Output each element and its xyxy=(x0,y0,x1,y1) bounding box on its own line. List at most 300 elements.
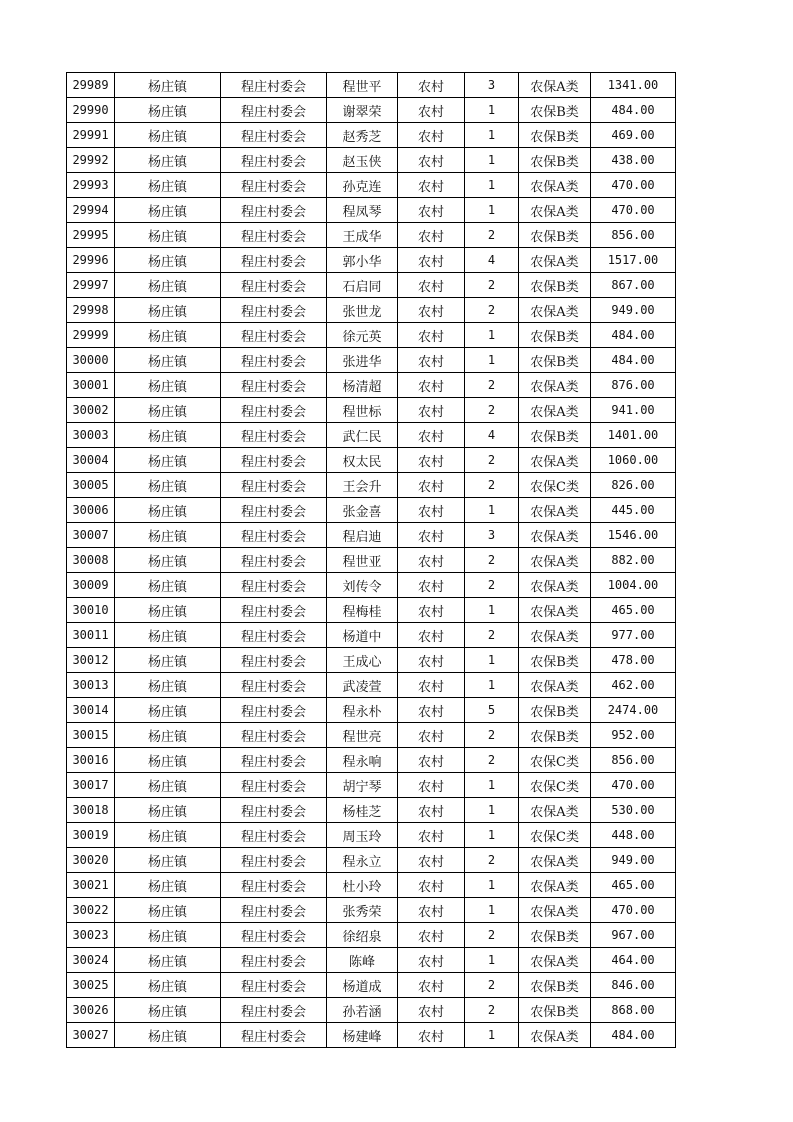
serial-no-cell: 29989 xyxy=(67,73,115,98)
town-cell: 杨庄镇 xyxy=(115,623,221,648)
serial-no-cell: 30004 xyxy=(67,448,115,473)
household-type-cell: 农村 xyxy=(398,698,465,723)
table-row xyxy=(67,648,676,673)
town-cell: 杨庄镇 xyxy=(115,298,221,323)
member-count-cell: 2 xyxy=(465,398,519,423)
member-count-cell: 1 xyxy=(465,348,519,373)
town-cell: 杨庄镇 xyxy=(115,798,221,823)
insurance-category-cell: 农保B类 xyxy=(519,98,591,123)
household-type-cell: 农村 xyxy=(398,423,465,448)
amount-cell: 438.00 xyxy=(591,148,676,173)
serial-no-cell: 30026 xyxy=(67,998,115,1023)
amount-cell: 469.00 xyxy=(591,123,676,148)
name-cell: 武仁民 xyxy=(327,423,398,448)
table-row xyxy=(67,998,676,1023)
amount-cell: 470.00 xyxy=(591,773,676,798)
table-row xyxy=(67,923,676,948)
town-cell: 杨庄镇 xyxy=(115,523,221,548)
town-cell: 杨庄镇 xyxy=(115,573,221,598)
table-row xyxy=(67,398,676,423)
household-type-cell: 农村 xyxy=(398,648,465,673)
town-cell: 杨庄镇 xyxy=(115,398,221,423)
member-count-cell: 1 xyxy=(465,798,519,823)
village-committee-cell: 程庄村委会 xyxy=(221,298,327,323)
amount-cell: 470.00 xyxy=(591,198,676,223)
household-type-cell: 农村 xyxy=(398,773,465,798)
village-committee-cell: 程庄村委会 xyxy=(221,73,327,98)
insurance-category-cell: 农保B类 xyxy=(519,273,591,298)
member-count-cell: 1 xyxy=(465,948,519,973)
village-committee-cell: 程庄村委会 xyxy=(221,423,327,448)
serial-no-cell: 30010 xyxy=(67,598,115,623)
member-count-cell: 2 xyxy=(465,623,519,648)
serial-no-cell: 30017 xyxy=(67,773,115,798)
amount-cell: 464.00 xyxy=(591,948,676,973)
village-committee-cell: 程庄村委会 xyxy=(221,148,327,173)
name-cell: 周玉玲 xyxy=(327,823,398,848)
town-cell: 杨庄镇 xyxy=(115,873,221,898)
village-committee-cell: 程庄村委会 xyxy=(221,998,327,1023)
household-type-cell: 农村 xyxy=(398,548,465,573)
insurance-category-cell: 农保A类 xyxy=(519,248,591,273)
serial-no-cell: 29998 xyxy=(67,298,115,323)
amount-cell: 484.00 xyxy=(591,98,676,123)
town-cell: 杨庄镇 xyxy=(115,748,221,773)
amount-cell: 876.00 xyxy=(591,373,676,398)
town-cell: 杨庄镇 xyxy=(115,323,221,348)
serial-no-cell: 30016 xyxy=(67,748,115,773)
village-committee-cell: 程庄村委会 xyxy=(221,323,327,348)
town-cell: 杨庄镇 xyxy=(115,348,221,373)
member-count-cell: 2 xyxy=(465,973,519,998)
table-row xyxy=(67,348,676,373)
household-type-cell: 农村 xyxy=(398,198,465,223)
member-count-cell: 2 xyxy=(465,298,519,323)
town-cell: 杨庄镇 xyxy=(115,148,221,173)
town-cell: 杨庄镇 xyxy=(115,673,221,698)
household-type-cell: 农村 xyxy=(398,673,465,698)
amount-cell: 941.00 xyxy=(591,398,676,423)
name-cell: 徐元英 xyxy=(327,323,398,348)
table-row xyxy=(67,123,676,148)
member-count-cell: 5 xyxy=(465,698,519,723)
name-cell: 王成心 xyxy=(327,648,398,673)
village-committee-cell: 程庄村委会 xyxy=(221,523,327,548)
amount-cell: 1004.00 xyxy=(591,573,676,598)
amount-cell: 868.00 xyxy=(591,998,676,1023)
village-committee-cell: 程庄村委会 xyxy=(221,373,327,398)
household-type-cell: 农村 xyxy=(398,323,465,348)
member-count-cell: 2 xyxy=(465,273,519,298)
town-cell: 杨庄镇 xyxy=(115,848,221,873)
table-row xyxy=(67,623,676,648)
insurance-category-cell: 农保B类 xyxy=(519,923,591,948)
table-body xyxy=(67,73,676,1048)
insurance-category-cell: 农保C类 xyxy=(519,473,591,498)
member-count-cell: 2 xyxy=(465,373,519,398)
household-type-cell: 农村 xyxy=(398,123,465,148)
serial-no-cell: 29991 xyxy=(67,123,115,148)
amount-cell: 530.00 xyxy=(591,798,676,823)
town-cell: 杨庄镇 xyxy=(115,773,221,798)
insurance-category-cell: 农保A类 xyxy=(519,173,591,198)
village-committee-cell: 程庄村委会 xyxy=(221,498,327,523)
member-count-cell: 1 xyxy=(465,598,519,623)
village-committee-cell: 程庄村委会 xyxy=(221,723,327,748)
name-cell: 程世亮 xyxy=(327,723,398,748)
serial-no-cell: 30027 xyxy=(67,1023,115,1048)
name-cell: 杨桂芝 xyxy=(327,798,398,823)
town-cell: 杨庄镇 xyxy=(115,548,221,573)
name-cell: 程世亚 xyxy=(327,548,398,573)
household-type-cell: 农村 xyxy=(398,448,465,473)
town-cell: 杨庄镇 xyxy=(115,973,221,998)
town-cell: 杨庄镇 xyxy=(115,648,221,673)
household-type-cell: 农村 xyxy=(398,473,465,498)
member-count-cell: 1 xyxy=(465,498,519,523)
insurance-category-cell: 农保A类 xyxy=(519,298,591,323)
household-type-cell: 农村 xyxy=(398,348,465,373)
name-cell: 赵玉侠 xyxy=(327,148,398,173)
serial-no-cell: 30003 xyxy=(67,423,115,448)
amount-cell: 1517.00 xyxy=(591,248,676,273)
household-type-cell: 农村 xyxy=(398,798,465,823)
serial-no-cell: 30005 xyxy=(67,473,115,498)
town-cell: 杨庄镇 xyxy=(115,223,221,248)
member-count-cell: 2 xyxy=(465,923,519,948)
insurance-category-cell: 农保B类 xyxy=(519,723,591,748)
amount-cell: 465.00 xyxy=(591,873,676,898)
member-count-cell: 1 xyxy=(465,1023,519,1048)
member-count-cell: 2 xyxy=(465,223,519,248)
table-row xyxy=(67,448,676,473)
table-row xyxy=(67,573,676,598)
village-committee-cell: 程庄村委会 xyxy=(221,773,327,798)
insurance-category-cell: 农保A类 xyxy=(519,598,591,623)
household-type-cell: 农村 xyxy=(398,848,465,873)
data-table xyxy=(66,72,676,1048)
name-cell: 郭小华 xyxy=(327,248,398,273)
village-committee-cell: 程庄村委会 xyxy=(221,623,327,648)
table-row xyxy=(67,548,676,573)
amount-cell: 856.00 xyxy=(591,223,676,248)
amount-cell: 1401.00 xyxy=(591,423,676,448)
insurance-category-cell: 农保B类 xyxy=(519,973,591,998)
table-row xyxy=(67,973,676,998)
village-committee-cell: 程庄村委会 xyxy=(221,223,327,248)
village-committee-cell: 程庄村委会 xyxy=(221,1023,327,1048)
household-type-cell: 农村 xyxy=(398,998,465,1023)
household-type-cell: 农村 xyxy=(398,973,465,998)
town-cell: 杨庄镇 xyxy=(115,723,221,748)
village-committee-cell: 程庄村委会 xyxy=(221,798,327,823)
amount-cell: 952.00 xyxy=(591,723,676,748)
amount-cell: 470.00 xyxy=(591,898,676,923)
village-committee-cell: 程庄村委会 xyxy=(221,98,327,123)
insurance-category-cell: 农保A类 xyxy=(519,448,591,473)
serial-no-cell: 29992 xyxy=(67,148,115,173)
name-cell: 孙克连 xyxy=(327,173,398,198)
member-count-cell: 2 xyxy=(465,848,519,873)
household-type-cell: 农村 xyxy=(398,73,465,98)
table-row xyxy=(67,1023,676,1048)
insurance-category-cell: 农保B类 xyxy=(519,423,591,448)
member-count-cell: 3 xyxy=(465,73,519,98)
insurance-category-cell: 农保A类 xyxy=(519,198,591,223)
member-count-cell: 2 xyxy=(465,723,519,748)
member-count-cell: 1 xyxy=(465,198,519,223)
name-cell: 杨清超 xyxy=(327,373,398,398)
insurance-category-cell: 农保A类 xyxy=(519,673,591,698)
serial-no-cell: 30002 xyxy=(67,398,115,423)
serial-no-cell: 30024 xyxy=(67,948,115,973)
name-cell: 陈峰 xyxy=(327,948,398,973)
member-count-cell: 3 xyxy=(465,523,519,548)
amount-cell: 867.00 xyxy=(591,273,676,298)
member-count-cell: 1 xyxy=(465,323,519,348)
village-committee-cell: 程庄村委会 xyxy=(221,548,327,573)
insurance-category-cell: 农保B类 xyxy=(519,148,591,173)
village-committee-cell: 程庄村委会 xyxy=(221,448,327,473)
insurance-category-cell: 农保A类 xyxy=(519,798,591,823)
table-row xyxy=(67,848,676,873)
name-cell: 杨道中 xyxy=(327,623,398,648)
name-cell: 程世平 xyxy=(327,73,398,98)
amount-cell: 465.00 xyxy=(591,598,676,623)
village-committee-cell: 程庄村委会 xyxy=(221,123,327,148)
name-cell: 程凤琴 xyxy=(327,198,398,223)
insurance-category-cell: 农保A类 xyxy=(519,948,591,973)
name-cell: 胡宁琴 xyxy=(327,773,398,798)
household-type-cell: 农村 xyxy=(398,898,465,923)
name-cell: 程启迪 xyxy=(327,523,398,548)
amount-cell: 445.00 xyxy=(591,498,676,523)
serial-no-cell: 29996 xyxy=(67,248,115,273)
name-cell: 权太民 xyxy=(327,448,398,473)
serial-no-cell: 30022 xyxy=(67,898,115,923)
insurance-category-cell: 农保C类 xyxy=(519,773,591,798)
member-count-cell: 4 xyxy=(465,423,519,448)
town-cell: 杨庄镇 xyxy=(115,598,221,623)
name-cell: 程梅桂 xyxy=(327,598,398,623)
village-committee-cell: 程庄村委会 xyxy=(221,598,327,623)
village-committee-cell: 程庄村委会 xyxy=(221,823,327,848)
table-row xyxy=(67,323,676,348)
name-cell: 张世龙 xyxy=(327,298,398,323)
insurance-category-cell: 农保A类 xyxy=(519,398,591,423)
village-committee-cell: 程庄村委会 xyxy=(221,648,327,673)
household-type-cell: 农村 xyxy=(398,398,465,423)
serial-no-cell: 29990 xyxy=(67,98,115,123)
household-type-cell: 农村 xyxy=(398,273,465,298)
name-cell: 谢翠荣 xyxy=(327,98,398,123)
amount-cell: 846.00 xyxy=(591,973,676,998)
insurance-category-cell: 农保A类 xyxy=(519,73,591,98)
table-row xyxy=(67,473,676,498)
serial-no-cell: 30025 xyxy=(67,973,115,998)
household-type-cell: 农村 xyxy=(398,148,465,173)
amount-cell: 1546.00 xyxy=(591,523,676,548)
serial-no-cell: 29994 xyxy=(67,198,115,223)
serial-no-cell: 30000 xyxy=(67,348,115,373)
table-row xyxy=(67,523,676,548)
town-cell: 杨庄镇 xyxy=(115,923,221,948)
household-type-cell: 农村 xyxy=(398,373,465,398)
insurance-category-cell: 农保A类 xyxy=(519,523,591,548)
insurance-category-cell: 农保B类 xyxy=(519,123,591,148)
serial-no-cell: 30018 xyxy=(67,798,115,823)
town-cell: 杨庄镇 xyxy=(115,448,221,473)
table-row xyxy=(67,673,676,698)
amount-cell: 484.00 xyxy=(591,323,676,348)
household-type-cell: 农村 xyxy=(398,523,465,548)
table-row xyxy=(67,748,676,773)
village-committee-cell: 程庄村委会 xyxy=(221,398,327,423)
village-committee-cell: 程庄村委会 xyxy=(221,473,327,498)
town-cell: 杨庄镇 xyxy=(115,173,221,198)
household-type-cell: 农村 xyxy=(398,98,465,123)
household-type-cell: 农村 xyxy=(398,248,465,273)
serial-no-cell: 30006 xyxy=(67,498,115,523)
name-cell: 徐绍泉 xyxy=(327,923,398,948)
village-committee-cell: 程庄村委会 xyxy=(221,873,327,898)
amount-cell: 856.00 xyxy=(591,748,676,773)
insurance-category-cell: 农保B类 xyxy=(519,998,591,1023)
name-cell: 王成华 xyxy=(327,223,398,248)
town-cell: 杨庄镇 xyxy=(115,248,221,273)
table-row xyxy=(67,798,676,823)
household-type-cell: 农村 xyxy=(398,623,465,648)
town-cell: 杨庄镇 xyxy=(115,1023,221,1048)
table-row xyxy=(67,198,676,223)
insurance-category-cell: 农保A类 xyxy=(519,898,591,923)
table-row xyxy=(67,598,676,623)
village-committee-cell: 程庄村委会 xyxy=(221,973,327,998)
village-committee-cell: 程庄村委会 xyxy=(221,948,327,973)
town-cell: 杨庄镇 xyxy=(115,273,221,298)
household-type-cell: 农村 xyxy=(398,923,465,948)
village-committee-cell: 程庄村委会 xyxy=(221,173,327,198)
amount-cell: 949.00 xyxy=(591,298,676,323)
member-count-cell: 2 xyxy=(465,998,519,1023)
insurance-category-cell: 农保B类 xyxy=(519,348,591,373)
household-type-cell: 农村 xyxy=(398,598,465,623)
member-count-cell: 1 xyxy=(465,823,519,848)
name-cell: 杨道成 xyxy=(327,973,398,998)
village-committee-cell: 程庄村委会 xyxy=(221,698,327,723)
serial-no-cell: 30015 xyxy=(67,723,115,748)
insurance-category-cell: 农保A类 xyxy=(519,623,591,648)
household-type-cell: 农村 xyxy=(398,823,465,848)
insurance-category-cell: 农保A类 xyxy=(519,498,591,523)
member-count-cell: 2 xyxy=(465,473,519,498)
table-row xyxy=(67,298,676,323)
name-cell: 程世标 xyxy=(327,398,398,423)
serial-no-cell: 29997 xyxy=(67,273,115,298)
table-row xyxy=(67,898,676,923)
table-row xyxy=(67,73,676,98)
table-row xyxy=(67,698,676,723)
name-cell: 程永响 xyxy=(327,748,398,773)
name-cell: 赵秀芝 xyxy=(327,123,398,148)
amount-cell: 1060.00 xyxy=(591,448,676,473)
serial-no-cell: 30012 xyxy=(67,648,115,673)
name-cell: 武凌萱 xyxy=(327,673,398,698)
insurance-category-cell: 农保A类 xyxy=(519,373,591,398)
household-type-cell: 农村 xyxy=(398,573,465,598)
insurance-category-cell: 农保C类 xyxy=(519,748,591,773)
insurance-category-cell: 农保A类 xyxy=(519,873,591,898)
amount-cell: 478.00 xyxy=(591,648,676,673)
member-count-cell: 1 xyxy=(465,123,519,148)
table-row xyxy=(67,173,676,198)
table-row xyxy=(67,273,676,298)
serial-no-cell: 30020 xyxy=(67,848,115,873)
village-committee-cell: 程庄村委会 xyxy=(221,348,327,373)
insurance-category-cell: 农保A类 xyxy=(519,573,591,598)
insurance-category-cell: 农保B类 xyxy=(519,698,591,723)
household-type-cell: 农村 xyxy=(398,223,465,248)
member-count-cell: 1 xyxy=(465,173,519,198)
town-cell: 杨庄镇 xyxy=(115,198,221,223)
insurance-category-cell: 农保B类 xyxy=(519,223,591,248)
village-committee-cell: 程庄村委会 xyxy=(221,898,327,923)
amount-cell: 462.00 xyxy=(591,673,676,698)
town-cell: 杨庄镇 xyxy=(115,123,221,148)
table-row xyxy=(67,423,676,448)
name-cell: 杜小玲 xyxy=(327,873,398,898)
table-row xyxy=(67,148,676,173)
insurance-category-cell: 农保A类 xyxy=(519,848,591,873)
town-cell: 杨庄镇 xyxy=(115,898,221,923)
insurance-category-cell: 农保B类 xyxy=(519,323,591,348)
table-row xyxy=(67,223,676,248)
member-count-cell: 1 xyxy=(465,98,519,123)
town-cell: 杨庄镇 xyxy=(115,998,221,1023)
amount-cell: 826.00 xyxy=(591,473,676,498)
household-type-cell: 农村 xyxy=(398,873,465,898)
member-count-cell: 2 xyxy=(465,573,519,598)
member-count-cell: 2 xyxy=(465,748,519,773)
serial-no-cell: 29995 xyxy=(67,223,115,248)
amount-cell: 967.00 xyxy=(591,923,676,948)
town-cell: 杨庄镇 xyxy=(115,498,221,523)
insurance-category-cell: 农保B类 xyxy=(519,648,591,673)
town-cell: 杨庄镇 xyxy=(115,948,221,973)
amount-cell: 470.00 xyxy=(591,173,676,198)
member-count-cell: 4 xyxy=(465,248,519,273)
amount-cell: 882.00 xyxy=(591,548,676,573)
serial-no-cell: 30008 xyxy=(67,548,115,573)
serial-no-cell: 30019 xyxy=(67,823,115,848)
member-count-cell: 2 xyxy=(465,548,519,573)
town-cell: 杨庄镇 xyxy=(115,473,221,498)
serial-no-cell: 30023 xyxy=(67,923,115,948)
member-count-cell: 1 xyxy=(465,148,519,173)
member-count-cell: 1 xyxy=(465,673,519,698)
name-cell: 杨建峰 xyxy=(327,1023,398,1048)
serial-no-cell: 30001 xyxy=(67,373,115,398)
table-row xyxy=(67,98,676,123)
town-cell: 杨庄镇 xyxy=(115,698,221,723)
village-committee-cell: 程庄村委会 xyxy=(221,273,327,298)
town-cell: 杨庄镇 xyxy=(115,373,221,398)
name-cell: 刘传令 xyxy=(327,573,398,598)
insurance-category-cell: 农保A类 xyxy=(519,1023,591,1048)
serial-no-cell: 30009 xyxy=(67,573,115,598)
town-cell: 杨庄镇 xyxy=(115,423,221,448)
serial-no-cell: 30014 xyxy=(67,698,115,723)
